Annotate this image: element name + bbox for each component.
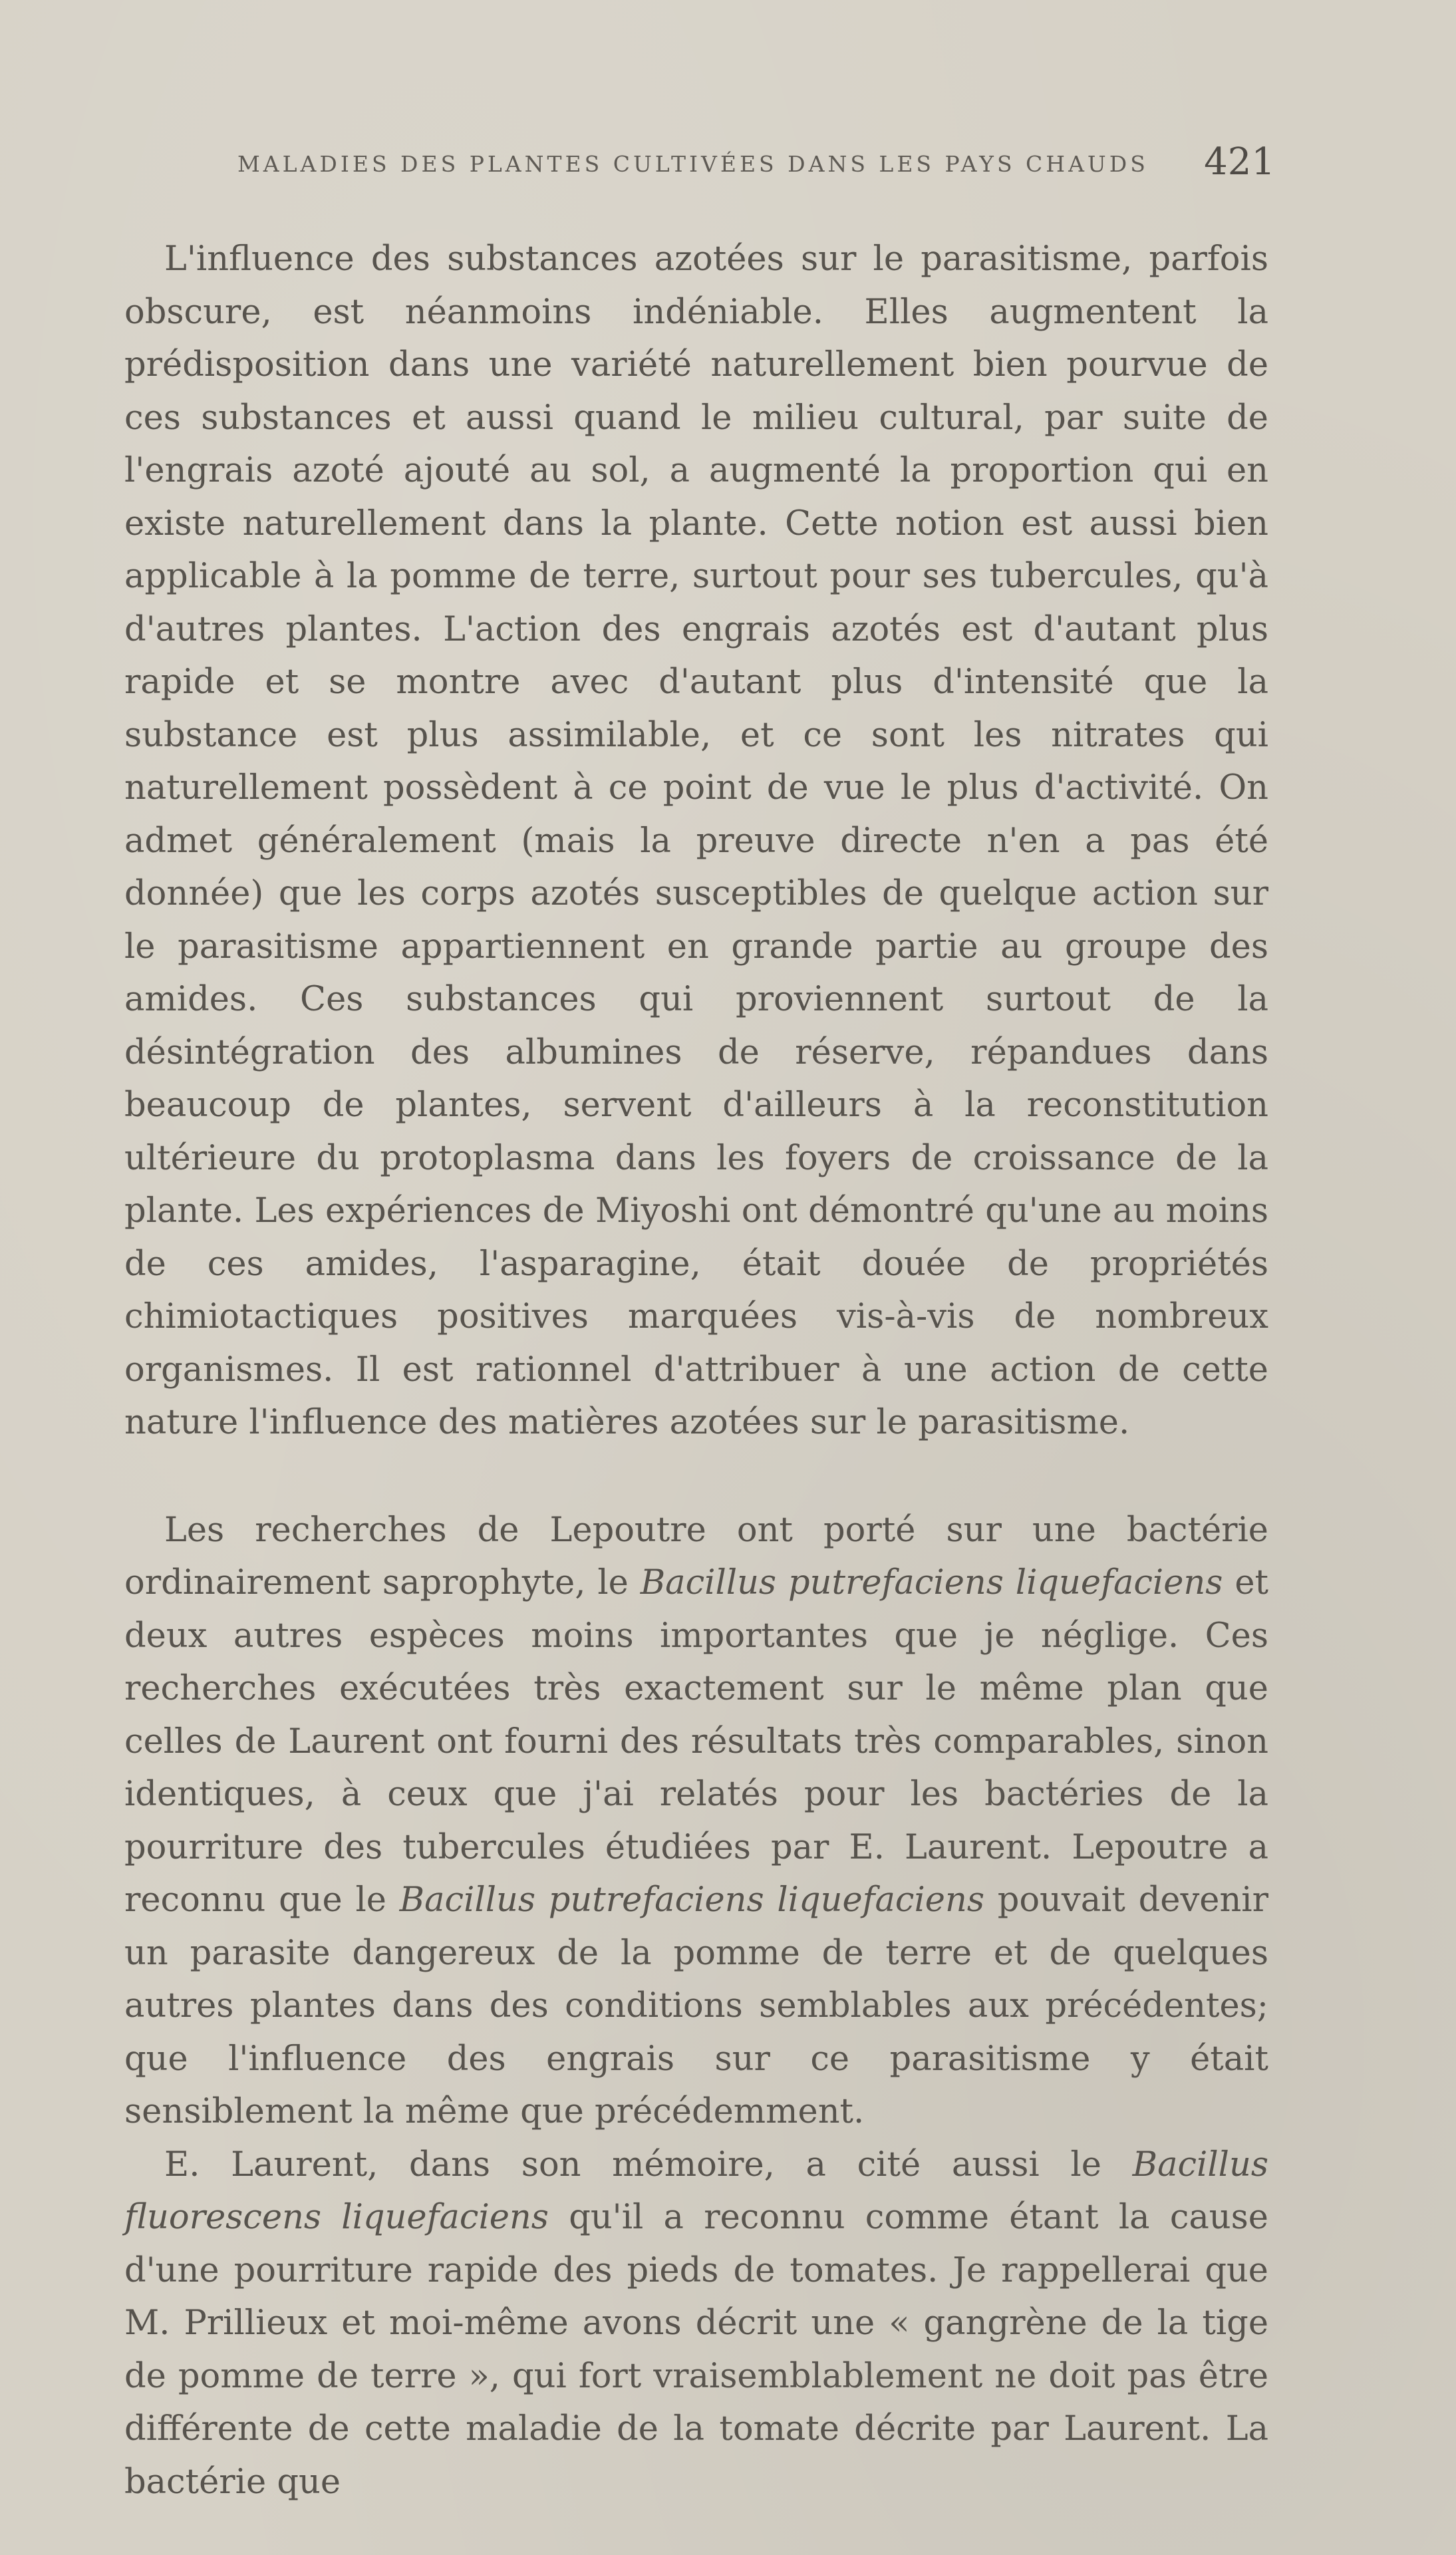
- running-title: MALADIES DES PLANTES CULTIVÉES DANS LES PAYS CHAUDS: [237, 151, 1149, 177]
- text-run: Les recherches de Lepoutre ont porté sur une bactérie ordinairement saprophyte, le: [124, 1510, 1268, 1602]
- species-name-italic: Bacillus putrefaciens liquefaciens: [640, 1563, 1223, 1602]
- body-text: [124, 233, 1268, 2508]
- paragraph: [124, 2139, 1268, 2509]
- text-run: E. Laurent, dans son mémoire, a cité aussi le: [164, 2145, 1133, 2184]
- paragraph: [124, 233, 1268, 1449]
- species-name-italic: Bacillus fluorescens liquefaciens: [124, 2145, 1268, 2237]
- paragraph: [124, 1504, 1268, 2139]
- running-header: [124, 140, 1275, 203]
- text-run: pouvait devenir un parasite dangereux de la pomme de terre et de quelques autres plantes dans des conditions semblables aux précédentes; que l'influence des engrais sur ce parasitisme y était sensiblement la même que précédemment.: [124, 1880, 1268, 2131]
- text-run: et deux autres espèces moins importantes que je néglige. Ces recherches exécutées très exactement sur le même plan que celles de Laurent ont fourni des résultats très comparables, sinon identiques, à ceux que j'ai relatés pour les bactéries de la pourriture des tubercules étudiées par E. Laurent. Lepoutre a reconnu que le: [124, 1563, 1268, 1920]
- text-run: qu'il a reconnu comme étant la cause d'une pourriture rapide des pieds de tomates. Je rappellerai que M. Prillieux et moi-même avons décrit une « gangrène de la tige de pomme de terre », qui fort vraisemblablement ne doit pas être différente de cette maladie de la tomate décrite par Laurent. La bactérie que: [124, 2198, 1268, 2502]
- book-page: [124, 140, 1275, 2508]
- species-name-italic: Bacillus putrefaciens liquefaciens: [399, 1880, 984, 1920]
- page-number: 421: [1204, 140, 1275, 184]
- text-run: L'influence des substances azotées sur le parasitisme, parfois obscure, est néanmoins indéniable. Elles augmentent la prédisposition dans une variété naturellement bien pourvue de ces substances et aussi quand le milieu cultural, par suite de l'engrais azoté ajouté au sol, a augmenté la proportion qui en existe naturellement dans la plante. Cette notion est aussi bien applicable à la pomme de terre, surtout pour ses tubercules, qu'à d'autres plantes. L'action des engrais azotés est d'autant plus rapide et se montre avec d'autant plus d'intensité que la substance est plus assimilable, et ce sont les nitrates qui naturellement possèdent à ce point de vue le plus d'activité. On admet généralement (mais la preuve directe n'en a pas été donnée) que les corps azotés susceptibles de quelque action sur le parasitisme appartiennent en grande partie au groupe des amides. Ces substances qui proviennent surtout de la désintégration des albumines de réserve, répandues dans beaucoup de plantes, servent d'ailleurs à la reconstitution ultérieure du protoplasma dans les foyers de croissance de la plante. Les expériences de Miyoshi ont démontré qu'une au moins de ces amides, l'asparagine, était douée de propriétés chimiotactiques positives marquées vis-à-vis de nombreux organismes. Il est rationnel d'attribuer à une action de cette nature l'influence des matières azotées sur le parasitisme.: [124, 239, 1268, 1442]
